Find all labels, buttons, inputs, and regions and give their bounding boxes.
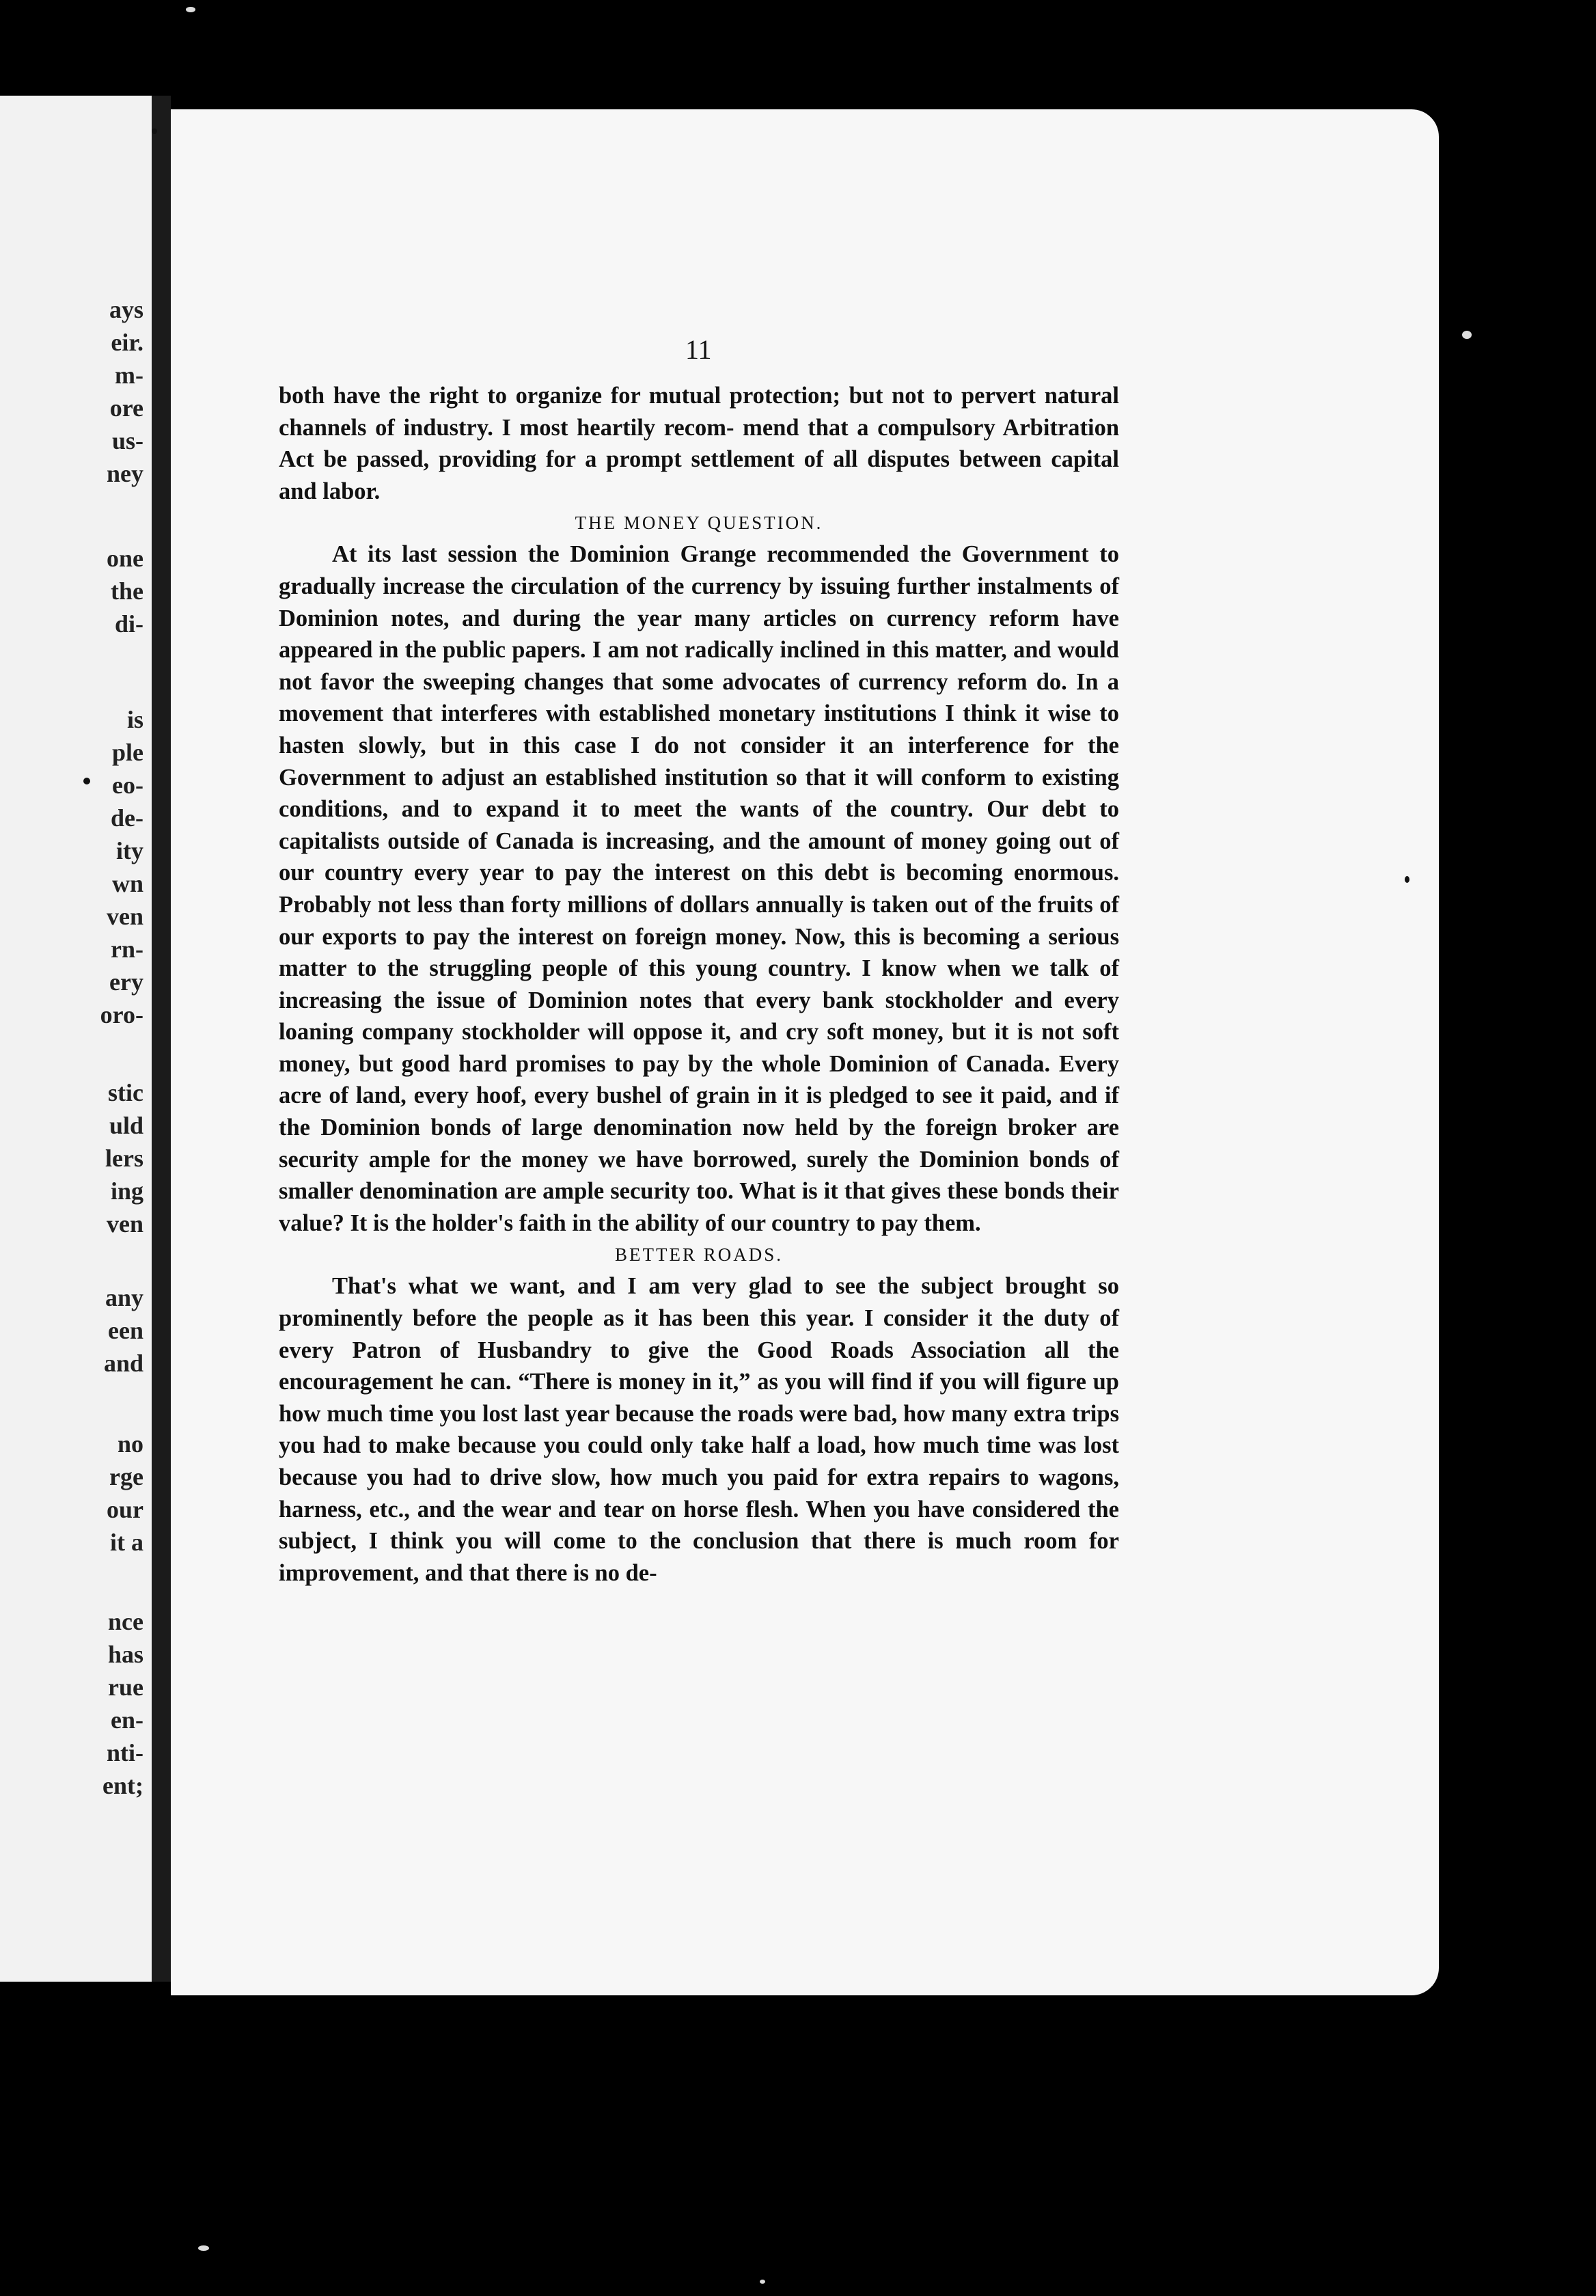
text-line: both have the right to organize for mutual protection; but not xyxy=(279,383,925,409)
previous-page-fragment: rge xyxy=(109,1463,143,1490)
text-line: to pervert natural channels of industry. I most heartily recom- xyxy=(279,383,1119,441)
previous-page-fragment: ney xyxy=(107,460,143,487)
previous-page-fragment: oro- xyxy=(100,1001,143,1028)
previous-page-fragment: wn xyxy=(111,870,143,897)
previous-page-fragment: nce xyxy=(108,1608,143,1635)
previous-page-fragment: and xyxy=(103,1350,143,1377)
previous-page-fragment: de- xyxy=(111,804,143,832)
previous-page-fragment: ple xyxy=(111,739,143,766)
previous-page-fragment: the xyxy=(111,577,143,605)
previous-page-edge xyxy=(0,96,152,1982)
previous-page-fragment: it a xyxy=(110,1529,143,1556)
previous-page-fragment: one xyxy=(107,545,143,572)
previous-page-fragment: en- xyxy=(111,1706,143,1734)
previous-page-fragment: ity xyxy=(116,837,143,864)
text-line: mend that a compulsory Arbitration Act be passed, providing for xyxy=(279,414,1120,473)
previous-page-fragment: has xyxy=(107,1641,143,1668)
book-gutter xyxy=(152,96,171,1982)
previous-page-fragment: stic xyxy=(108,1079,143,1106)
money-question-paragraph: At its last session the Dominion Grange recommended the Government to gradually increase the circulation of the currency by issuing further instalments of Dominion notes, and during the year many articles on currency reform have appeared in the public papers. I am not radically inclined in this matter, and would not favor the sweeping changes that some advocates of currency reform do. In a movement that interferes with established monetary institutions I think it wise to hasten slowly, but in this case I do not consider it an interference for the Government to adjust an established institution so that it will conform to existing conditions, and to expand it to meet the wants of the country. Our debt to capitalists outside of Canada is increasing, and the amount of money going out of our country every year to pay the interest on this debt is becoming enormous. Probably not less than forty millions of dollars annually is taken out of the fruits of our exports to pay the interest on foreign money. Now, this is becoming a serious matter to the struggling people of this young country. I know when we talk of increasing the issue of Dominion notes that every bank stockholder and every loaning company stockholder will oppose it, and cry soft money, but it is not soft money, but good hard promises to pay by the whole Dominion of Canada. Every acre of land, every hoof, every bushel of grain in it is pledged to see it paid, and if the Dominion bonds of large denomination now held by the foreign broker are security ample for the money we have borrowed, surely the Dominion bonds of smaller denomination are ample security too. What is it that gives these bonds their value? It is the holder's faith in the ability of our country to pay them. xyxy=(279,541,1119,1236)
previous-page-fragment: no xyxy=(117,1430,143,1458)
previous-page-fragment: ven xyxy=(107,1210,143,1238)
previous-page-fragment: our xyxy=(107,1496,143,1523)
previous-page-fragment: ent; xyxy=(102,1772,143,1799)
dust-speck xyxy=(760,2280,765,2284)
text-line: a prompt settlement of all disputes between capital and labor. xyxy=(279,446,1120,504)
ink-speck xyxy=(83,778,90,784)
previous-page-fragment: lers xyxy=(105,1145,143,1172)
section-heading-money-question: THE MONEY QUESTION. xyxy=(575,512,823,534)
previous-page-fragment: ery xyxy=(109,968,143,996)
section-heading-better-roads: BETTER ROADS. xyxy=(614,1244,783,1266)
previous-page-fragment: ven xyxy=(107,903,143,930)
dust-speck xyxy=(186,7,195,12)
previous-page-fragment: nti- xyxy=(107,1739,143,1766)
previous-page-fragment: uld xyxy=(109,1112,143,1139)
ink-speck xyxy=(152,128,157,134)
previous-page-fragment: eo- xyxy=(112,771,143,799)
previous-page-fragment: m- xyxy=(115,361,143,389)
previous-page-fragment: eir. xyxy=(111,329,143,356)
previous-page-fragment: any xyxy=(105,1284,143,1311)
dust-speck xyxy=(1462,331,1472,339)
previous-page-fragment: rue xyxy=(108,1673,143,1701)
opening-paragraph xyxy=(279,380,1119,507)
ink-speck xyxy=(1405,876,1409,883)
previous-page-fragment: rn- xyxy=(111,935,143,963)
dust-speck xyxy=(198,2245,209,2251)
previous-page-fragment: ays xyxy=(109,296,143,323)
page-text xyxy=(279,380,1119,1589)
page-number: 11 xyxy=(685,334,712,365)
previous-page-fragment: di- xyxy=(114,610,143,638)
previous-page-fragment: ore xyxy=(109,394,143,422)
previous-page-fragment: ing xyxy=(110,1177,143,1205)
better-roads-paragraph: That's what we want, and I am very glad to see the subject brought so prominently before the people as it has been this year. I consider it the duty of every Patron of Husbandry to give the Good Roads Association all the encouragement he can. “There is money in it,” as you will find if you will figure up how much time you lost last year because the roads were bad, how many extra trips you had to make because you could only take half a load, how much time was lost because you had to drive slow, how much you paid for extra repairs to wagons, harness, etc., and the wear and tear on horse flesh. When you have considered the subject, I think you will come to the conclusion that there is much room for improvement, and that there is no de- xyxy=(279,1273,1119,1586)
previous-page-fragment: is xyxy=(126,706,143,733)
previous-page-fragment: een xyxy=(108,1317,143,1344)
previous-page-fragment: us- xyxy=(111,427,143,454)
